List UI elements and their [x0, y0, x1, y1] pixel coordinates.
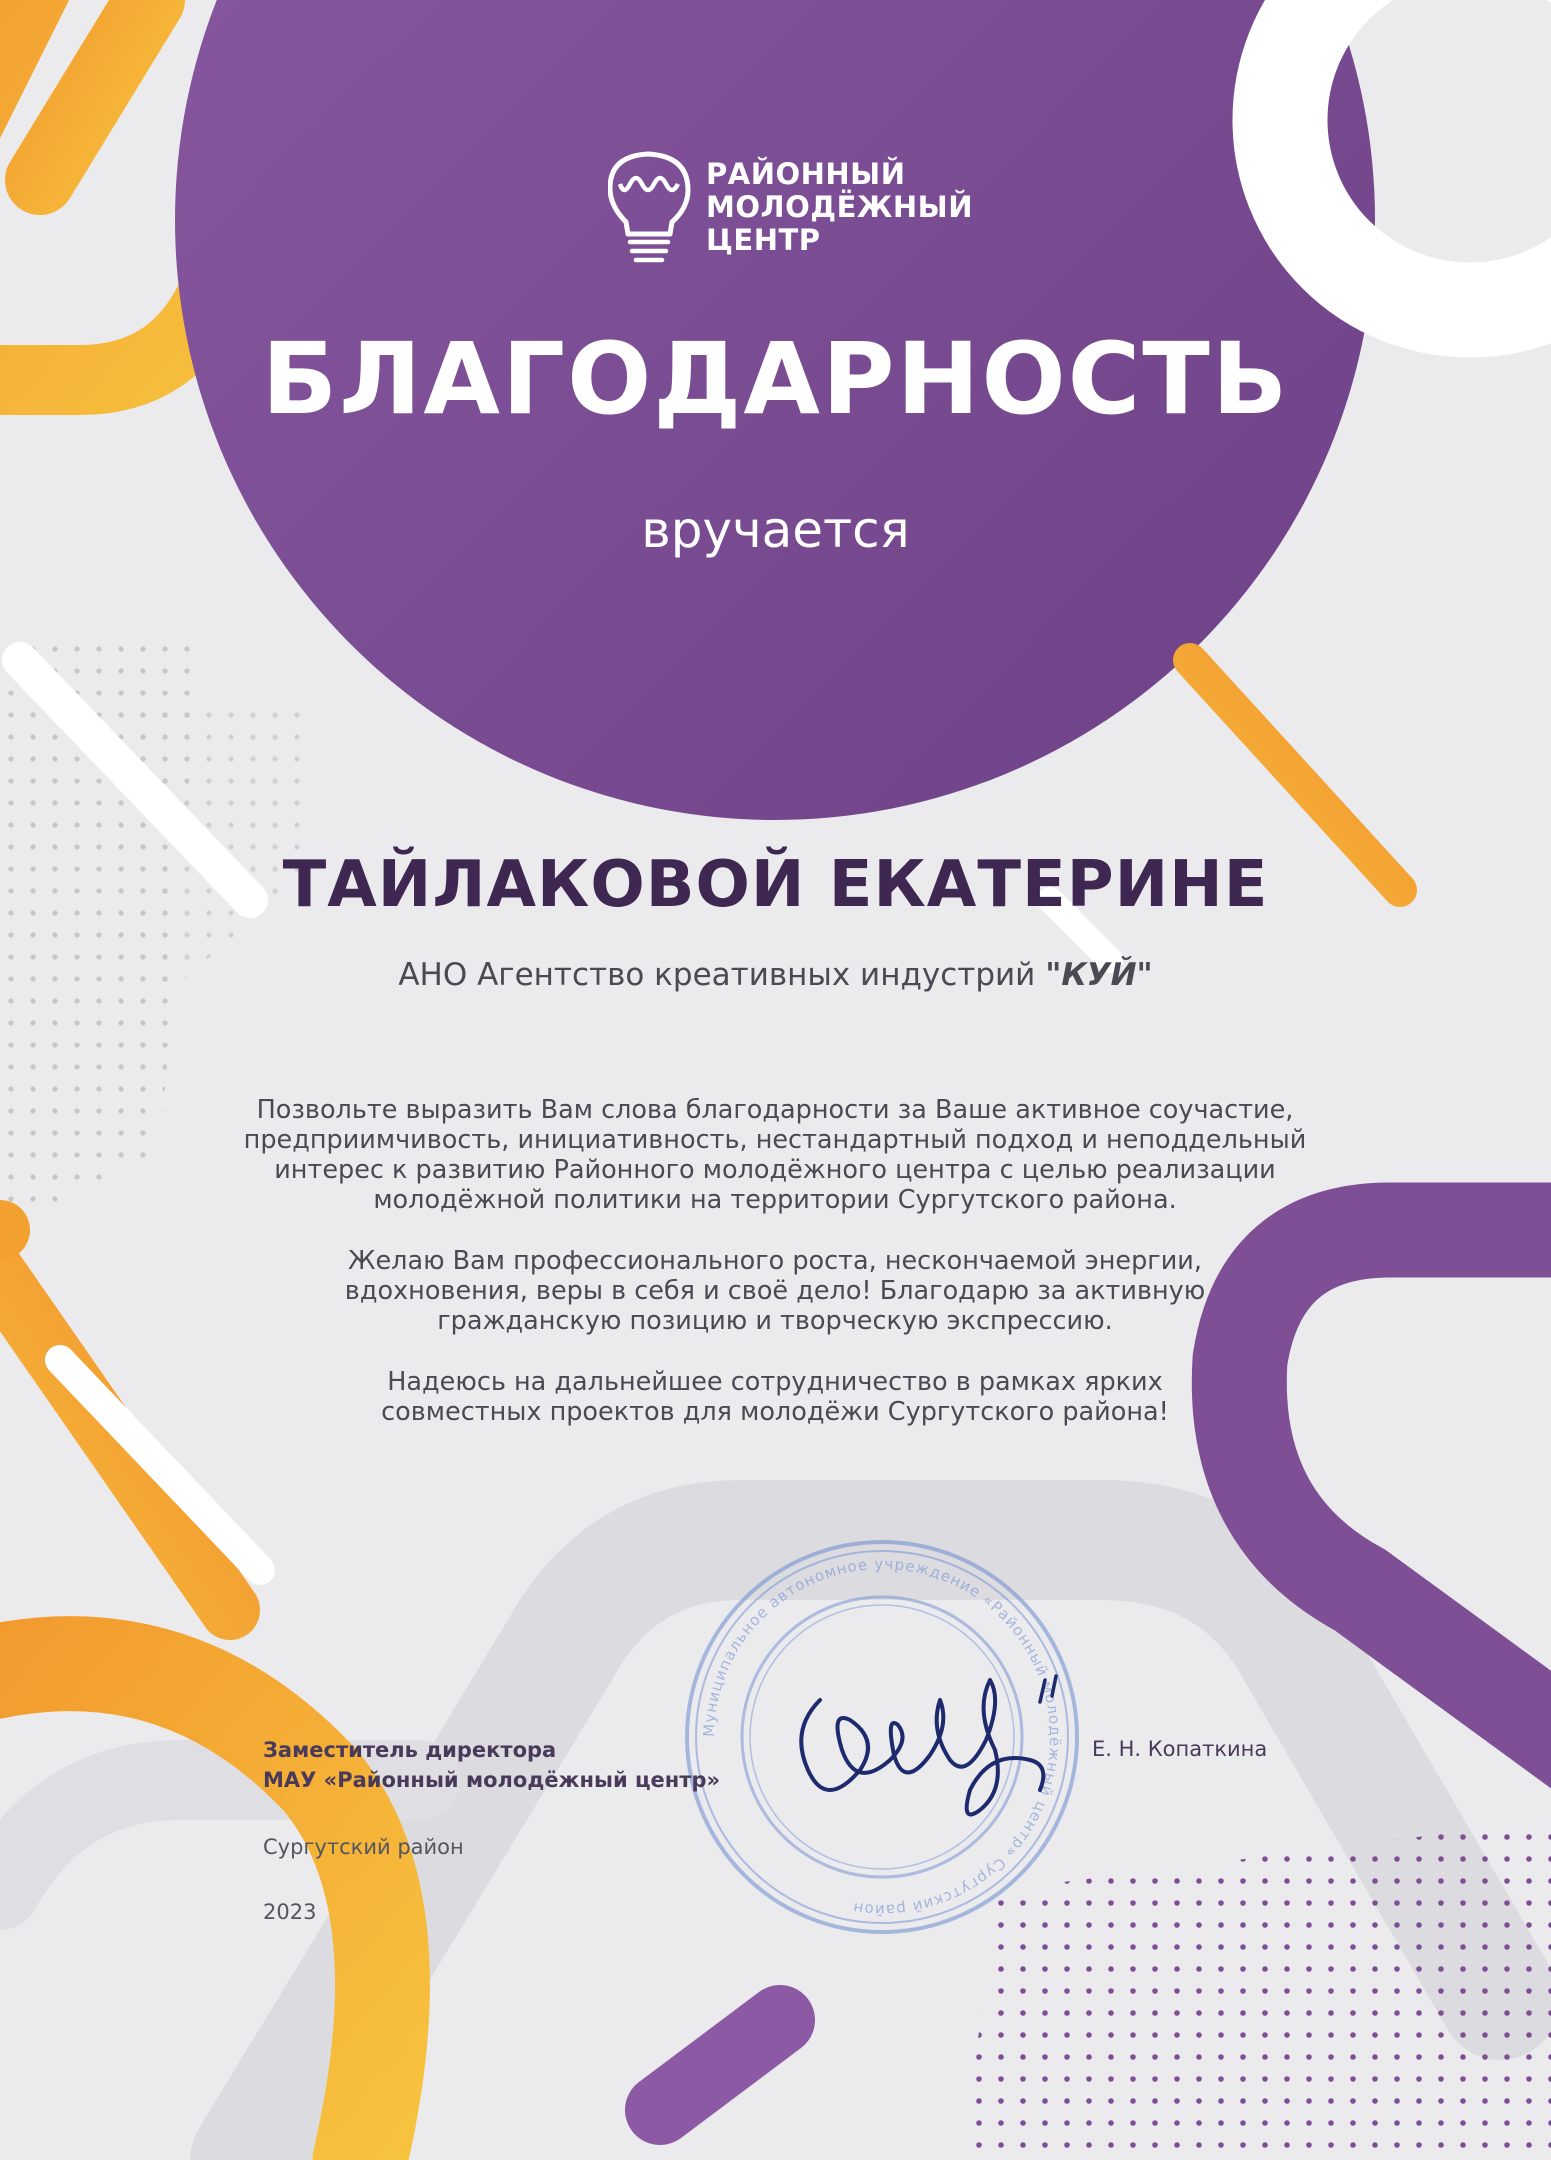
body-line: Надеюсь на дальнейшее сотрудничество в рамках ярких: [387, 1367, 1163, 1397]
logo-line-3: ЦЕНТР: [706, 223, 821, 257]
handwritten-signature: [790, 1640, 1080, 1840]
organization-name: "КУЙ": [1045, 957, 1153, 993]
logo-wordmark: [706, 158, 973, 257]
body-paragraph-1: [190, 1095, 1360, 1215]
lightbulb-icon: [608, 150, 702, 268]
body-paragraph-2: [190, 1246, 1360, 1336]
stamp-ring-text: Муниципальное автономное учреждение «Районный молодёжный центр» Сургутский район: [699, 1554, 1065, 1920]
body-line: совместных проектов для молодёжи Сургутского района!: [381, 1397, 1169, 1427]
body-line: предприимчивость, инициативность, нестандартный подход и неподдельный: [243, 1125, 1307, 1155]
body-line: Позвольте выразить Вам слова благодарности за Ваше активное соучастие,: [256, 1095, 1294, 1125]
body-line: молодёжной политики на территории Сургутского района.: [373, 1185, 1177, 1215]
signatory-name: Е. Н. Копаткина: [1092, 1737, 1268, 1761]
organization-logo: [608, 150, 973, 270]
logo-line-1: РАЙОННЫЙ: [706, 157, 906, 191]
body-paragraph-3: [190, 1367, 1360, 1427]
organization-prefix: АНО Агентство креативных индустрий: [398, 957, 1046, 993]
body-line: вдохновения, веры в себя и своё дело! Благодарю за активную: [344, 1276, 1206, 1306]
signatory-position: [263, 1735, 720, 1795]
signatory-position-line-2: МАУ «Районный молодёжный центр»: [263, 1768, 721, 1792]
body-line: Желаю Вам профессионального роста, нескончаемой энергии,: [348, 1246, 1202, 1276]
body-line: гражданскую позицию и творческую экспрессию.: [437, 1306, 1113, 1336]
issue-year: 2023: [263, 1900, 317, 1924]
certificate-subtitle: вручается: [641, 501, 910, 559]
certificate-body: [190, 1095, 1360, 1458]
recipient-organization: [0, 955, 1551, 995]
recipient-name: ТАЙЛАКОВОЙ ЕКАТЕРИНЕ: [282, 848, 1269, 922]
body-line: интерес к развитию Районного молодёжного центра с целью реализации: [274, 1155, 1276, 1185]
issue-place: Сургутский район: [263, 1835, 464, 1859]
certificate-title: БЛАГОДАРНОСТЬ: [261, 322, 1290, 437]
signatory-position-line-1: Заместитель директора: [263, 1738, 557, 1762]
logo-line-2: МОЛОДЁЖНЫЙ: [706, 190, 973, 224]
